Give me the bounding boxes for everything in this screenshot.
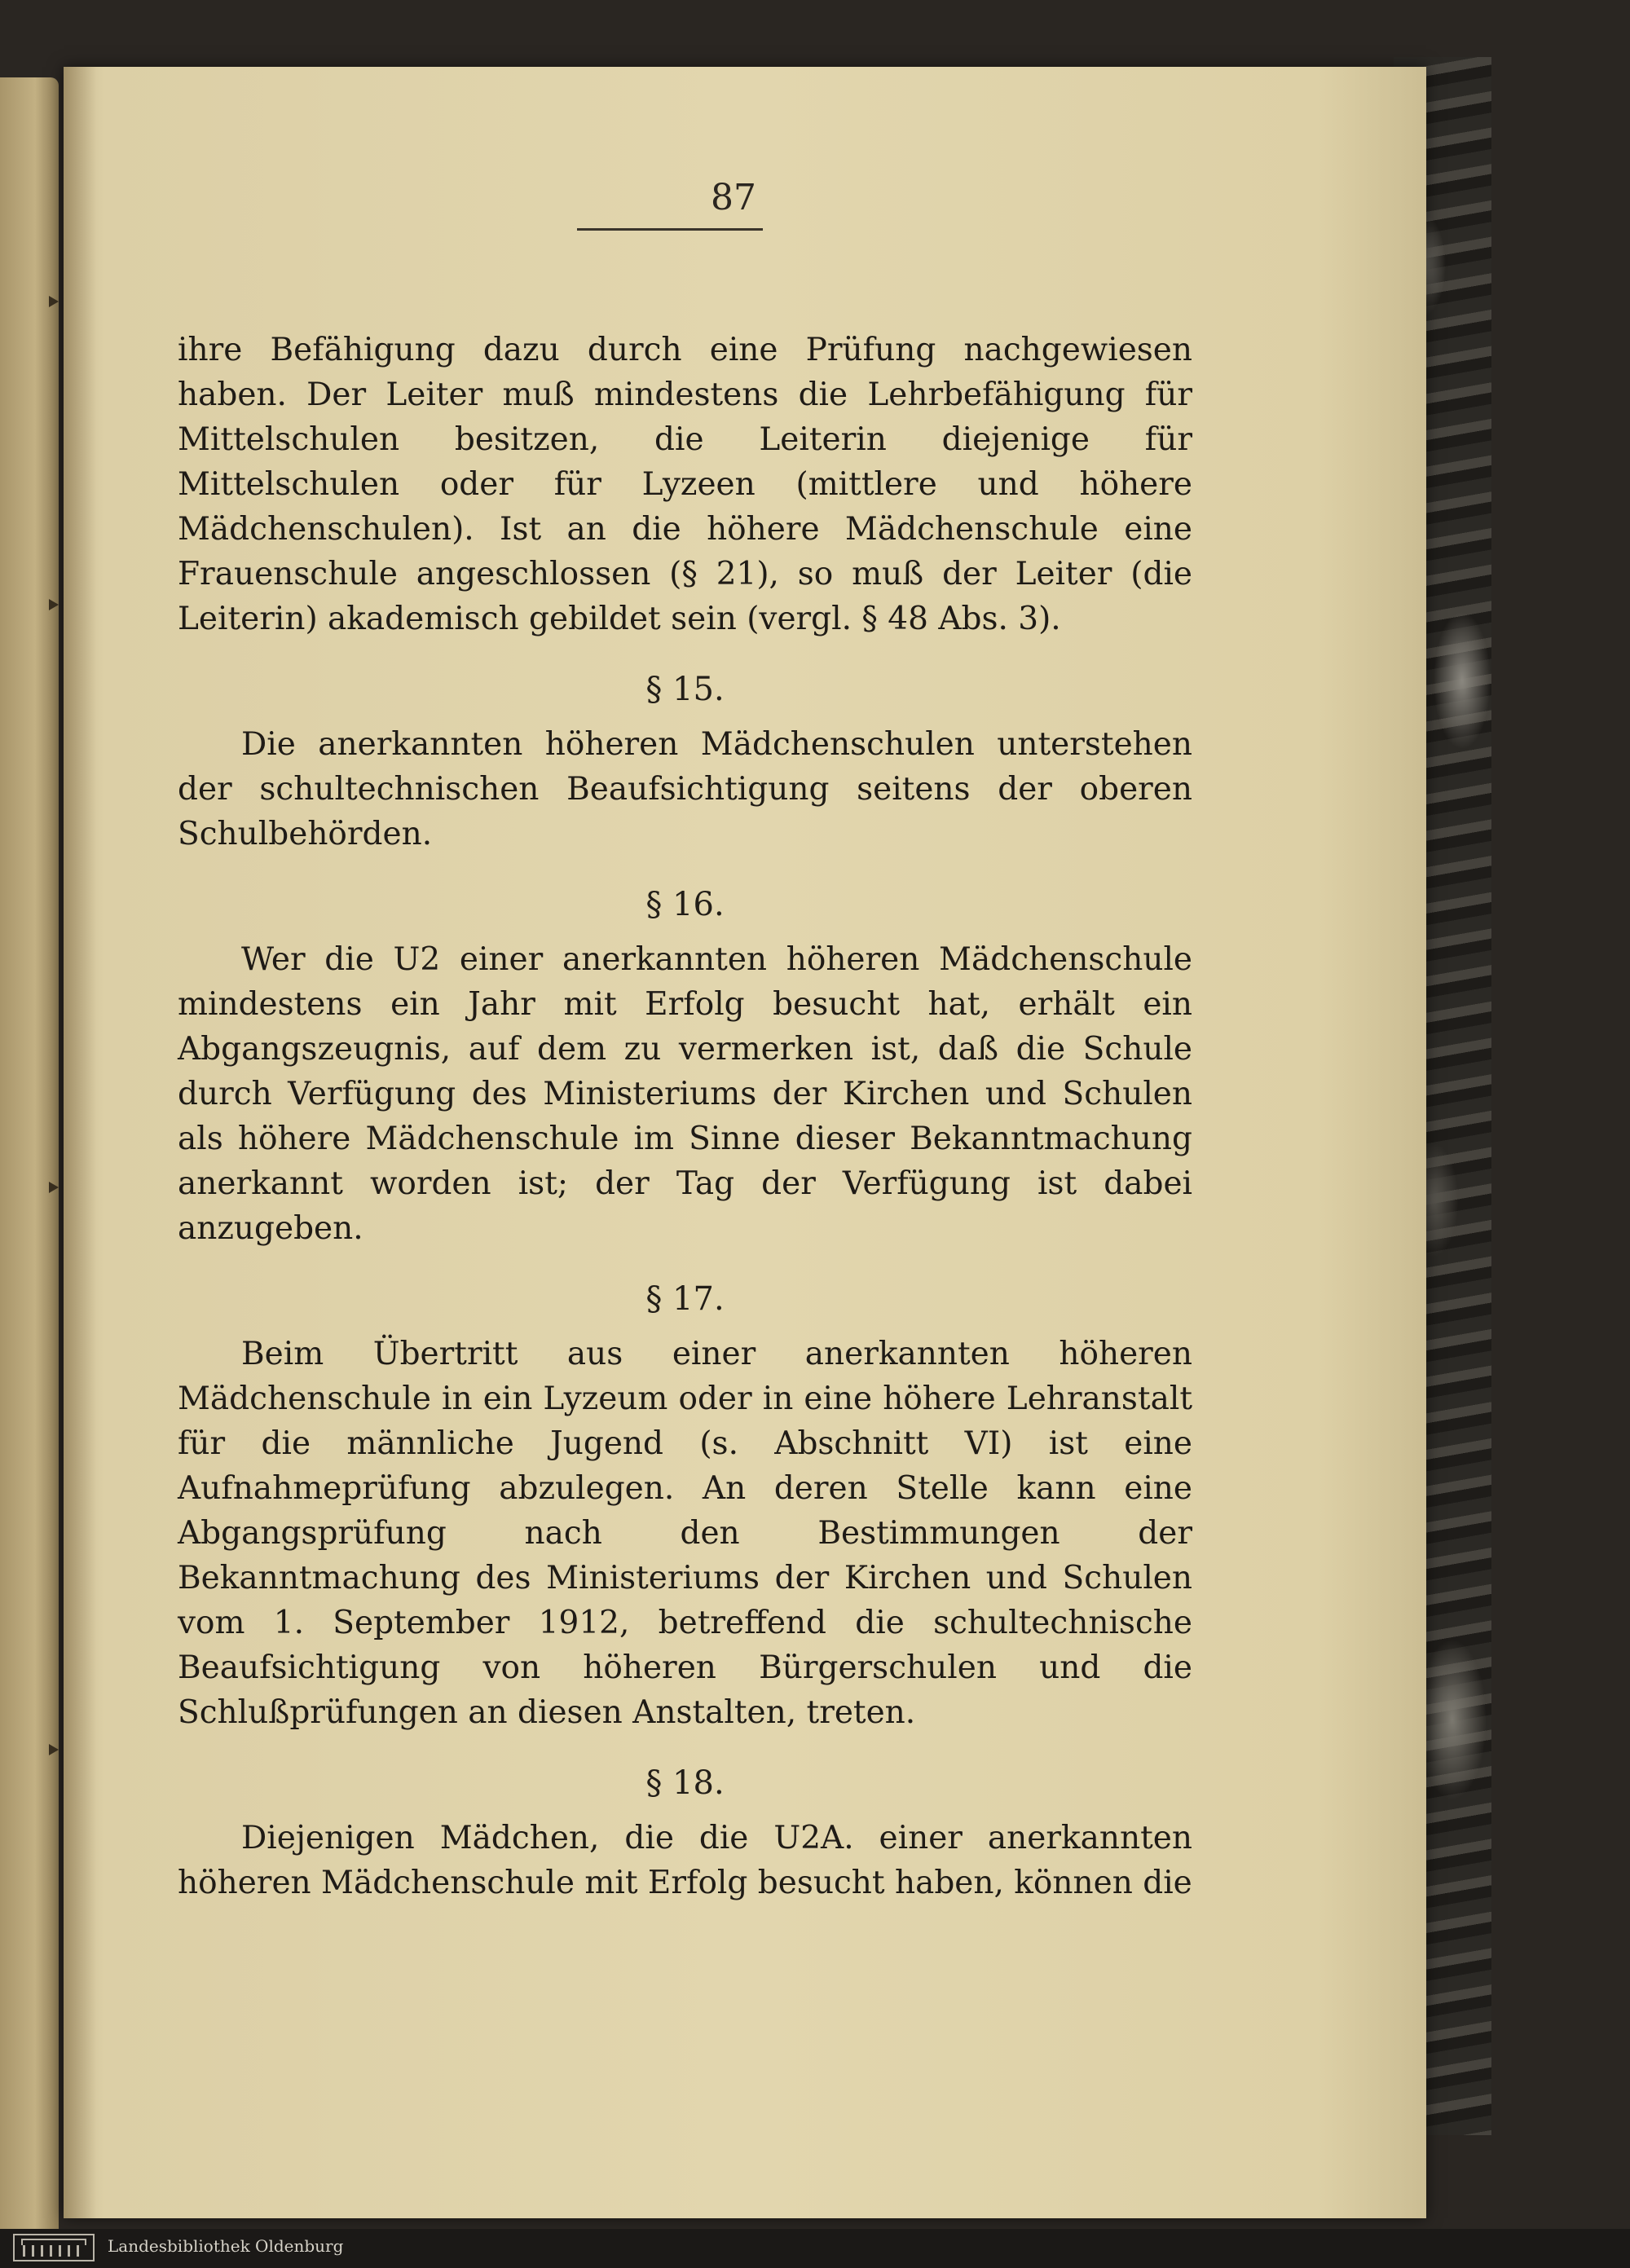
- page-gutter-shadow: [64, 67, 96, 2218]
- paragraph-continuation: ihre Befähigung dazu durch eine Prüfung nachgewiesen haben. Der Leiter muß mindestens die Lehrbefähigung für Mittelschulen besitzen, die Leiterin diejenige für Mittelschulen oder für Lyzeen (mittlere und höhere Mädchenschulen). Ist an die höhere Mädchenschule eine Frauenschule angeschlossen (§ 21), so muß der Leiter (die Leiterin) akademisch gebildet sein (vergl. § 48 Abs. 3).: [178, 332, 1192, 637]
- library-building-icon: [13, 2234, 95, 2261]
- page-number: 87: [711, 177, 756, 218]
- paragraph-section-18: Diejenigen Mädchen, die die U2A. einer anerkannten höheren Mädchenschule mit Erfolg besucht haben, können die: [178, 1820, 1192, 1901]
- left-page-edge: [0, 77, 59, 2237]
- page-text: [178, 328, 1192, 1905]
- margin-mark-icon: [49, 1182, 59, 1193]
- margin-mark-icon: [49, 599, 59, 610]
- section-heading-18: § 18.: [645, 1764, 725, 1802]
- section-heading-15: § 15.: [645, 671, 725, 708]
- section-heading-17: § 17.: [645, 1280, 725, 1318]
- margin-mark-icon: [49, 1744, 59, 1755]
- library-name: Landesbibliothek Oldenburg: [108, 2236, 344, 2256]
- margin-mark-icon: [49, 296, 59, 307]
- paragraph-section-15: Die anerkannten höheren Mädchenschulen unterstehen der schultechnischen Beaufsichtigung seitens der oberen Schulbehörden.: [178, 726, 1192, 852]
- paragraph-section-17: Beim Übertritt aus einer anerkannten höheren Mädchenschule in ein Lyzeum oder in eine höhere Lehranstalt für die männliche Jugend (s. Abschnitt VI) ist eine Aufnahmeprüfung abzulegen. An deren Stelle kann eine Abgangsprüfung nach den Bestimmungen der Bekanntmachung des Ministeriums der Kirchen und Schulen vom 1. September 1912, betreffend die schultechnische Beaufsichtigung von höheren Bürgerschulen und die Schlußprüfungen an diesen Anstalten, treten.: [178, 1336, 1192, 1731]
- page-number-rule: [577, 228, 763, 231]
- section-heading-16: § 16.: [645, 886, 725, 923]
- paragraph-section-16: Wer die U2 einer anerkannten höheren Mädchenschule mindestens ein Jahr mit Erfolg besucht hat, erhält ein Abgangszeugnis, auf dem zu vermerken ist, daß die Schule durch Verfügung des Ministeriums der Kirchen und Schulen als höhere Mädchenschule im Sinne dieser Bekanntmachung anerkannt worden ist; der Tag der Verfügung ist dabei anzugeben.: [178, 941, 1192, 1247]
- book-page: [64, 67, 1426, 2218]
